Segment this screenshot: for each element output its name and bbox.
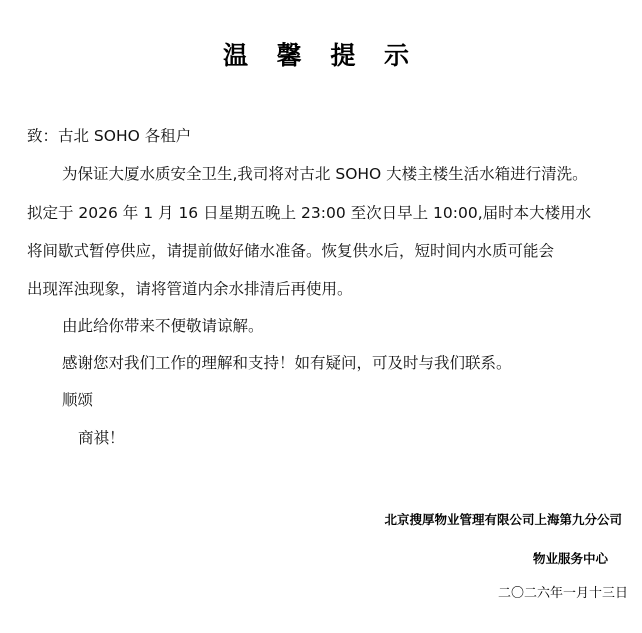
signature-company: 北京搜厚物业管理有限公司上海第九分公司 xyxy=(384,512,622,527)
thanks-paragraph: 感谢您对我们工作的理解和支持！如有疑问，可及时与我们联系。 xyxy=(62,354,512,372)
salutation: 致：古北 SOHO 各租户 xyxy=(27,127,192,145)
paragraph-1-line-3: 将间歇式暂停供应，请提前做好储水准备。恢复供水后，短时间内水质可能会 xyxy=(27,242,555,260)
apology-paragraph: 由此给你带来不便敬请谅解。 xyxy=(62,317,264,335)
paragraph-1-line-4: 出现浑浊现象，请将管道内余水排清后再使用。 xyxy=(27,280,353,298)
signature-department: 物业服务中心 xyxy=(532,551,608,566)
signature-date: 二〇二六年一月十三日 xyxy=(497,586,628,601)
paragraph-1-line-1: 为保证大厦水质安全卫生,我司将对古北 SOHO 大楼主楼生活水箱进行清洗。 xyxy=(62,165,588,183)
notice-title: 温 馨 提 示 xyxy=(222,41,420,70)
paragraph-1-line-2: 拟定于 2026 年 1 月 16 日星期五晚上 23:00 至次日早上 10:00,届时本大楼用水 xyxy=(27,204,592,222)
closing-line-2: 商祺！ xyxy=(78,429,125,447)
closing-line-1: 顺颂 xyxy=(62,391,94,409)
